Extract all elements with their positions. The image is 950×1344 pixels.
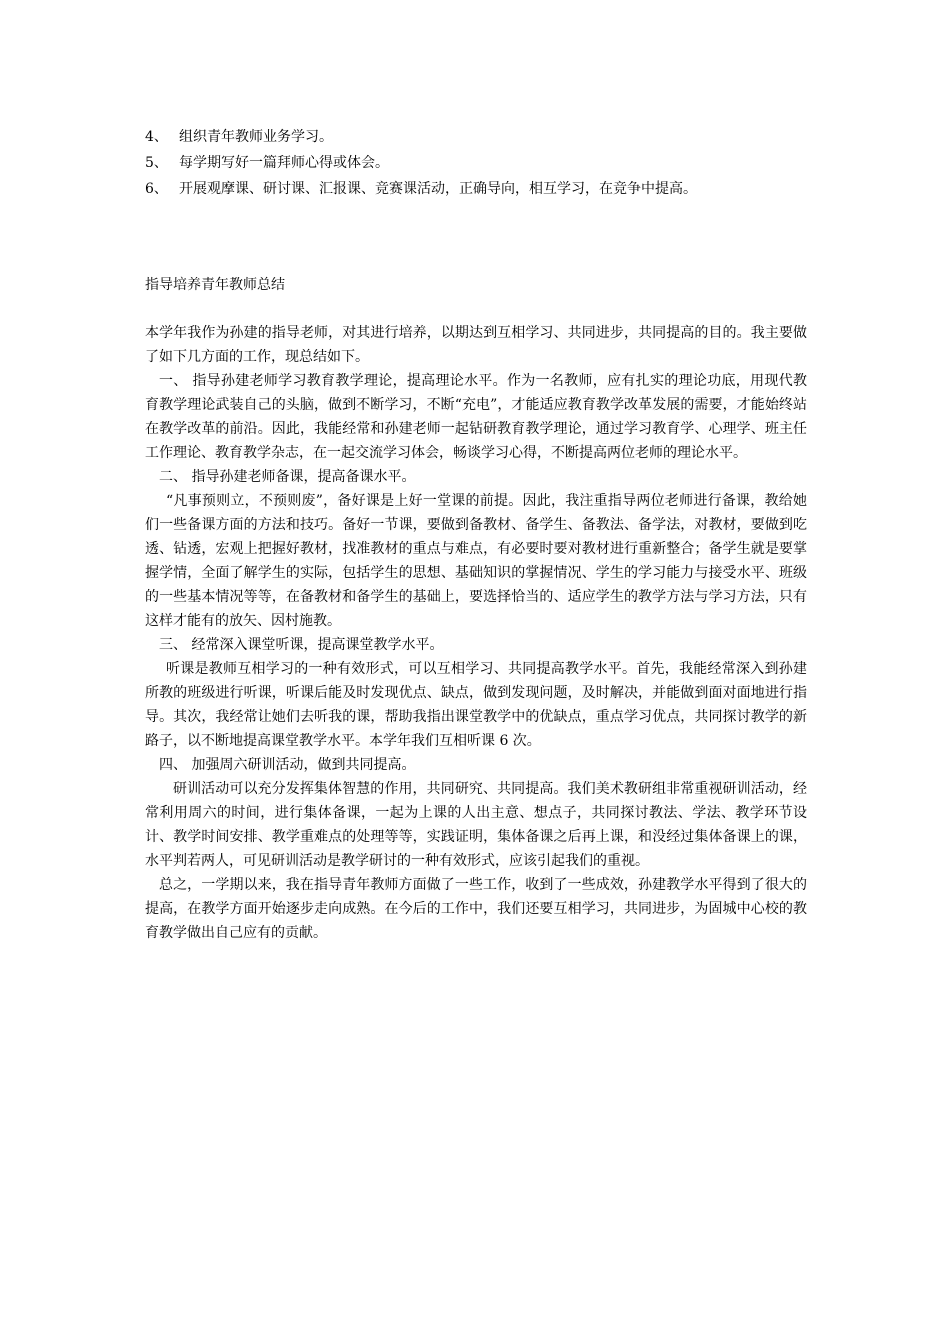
list-item-text: 组织青年教师业务学习。 [179,129,333,145]
conclusion-paragraph: 总之，一学期以来，我在指导青年教师方面做了一些工作，收到了一些成效，孙建教学水平得到了很大的提高，在教学方面开始逐步走向成熟。在今后的工作中，我们还要互相学习，共同进步，为固城中心校的教育教学做出自己应有的贡献。 [145,877,807,941]
section-two-paragraph: “凡事预则立，不预则废”，备好课是上好一堂课的前提。因此，我注重指导两位老师进行备课，教给她们一些备课方面的方法和技巧。备好一节课，要做到备教材、备学生、备教法、备学法，对教材，要做到吃透、钻透，宏观上把握好教材，找准教材的重点与难点，有必要时要对教材进行重新整合；备学生就是要掌握学情，全面了解学生的实际，包括学生的思想、基础知识的掌握情况、学生的学习能力与接受水平、班级的一些基本情况等等，在备教材和备学生的基础上，要选择恰当的、适应学生的教学方法与学习方法，只有这样才能有的放矢、因村施教。 [145,493,807,629]
intro-paragraph: 本学年我作为孙建的指导老师，对其进行培养，以期达到互相学习、共同进步，共同提高的目的。我主要做了如下几方面的工作，现总结如下。 [145,325,807,365]
list-item [145,150,845,176]
document-body [145,321,807,945]
list-item-number: 5、 [145,155,168,171]
section-four-heading: 四、 加强周六研训活动，做到共同提高。 [159,757,416,773]
section-two-heading: 二、 指导孙建老师备课，提高备课水平。 [159,469,416,485]
list-item [145,124,845,150]
section-one-paragraph: 一、 指导孙建老师学习教育教学理论，提高理论水平。作为一名教师，应有扎实的理论功底，用现代教育教学理论武装自己的头脑，做到不断学习，不断“充电”，才能适应教育教学改革发展的需要，才能始终站在教学改革的前沿。因此，我能经常和孙建老师一起钻研教育教学理论，通过学习教育学、心理学、班主任工作理论、教育教学杂志，在一起交流学习体会，畅谈学习心得，不断提高两位老师的理论水平。 [145,373,807,461]
document-title: 指导培养青年教师总结 [145,277,285,293]
list-item-number: 4、 [145,129,168,145]
section-four-paragraph: 研训活动可以充分发挥集体智慧的作用，共同研究、共同提高。我们美术教研组非常重视研训活动，经常利用周六的时间，进行集体备课，一起为上课的人出主意、想点子，共同探讨教法、学法、教学环节设计、教学时间安排、教学重难点的处理等等，实践证明，集体备课之后再上课，和没经过集体备课上的课，水平判若两人，可见研训活动是教学研讨的一种有效形式，应该引起我们的重视。 [145,781,807,869]
list-item-number: 6、 [145,181,168,197]
section-three-heading: 三、 经常深入课堂听课，提高课堂教学水平。 [159,637,444,653]
list-item-text: 开展观摩课、研讨课、汇报课、竞赛课活动，正确导向，相互学习，在竞争中提高。 [179,181,697,197]
numbered-list [145,124,845,202]
list-item-text: 每学期写好一篇拜师心得或体会。 [179,155,389,171]
section-three-paragraph: 听课是教师互相学习的一种有效形式，可以互相学习、共同提高教学水平。首先，我能经常深入到孙建所教的班级进行听课，听课后能及时发现优点、缺点，做到发现问题，及时解决，并能做到面对面地进行指导。其次，我经常让她们去听我的课，帮助我指出课堂教学中的优缺点，重点学习优点，共同探讨教学的新路子，以不断地提高课堂教学水平。本学年我们互相听课 6 次。 [145,661,807,749]
list-item [145,176,845,202]
